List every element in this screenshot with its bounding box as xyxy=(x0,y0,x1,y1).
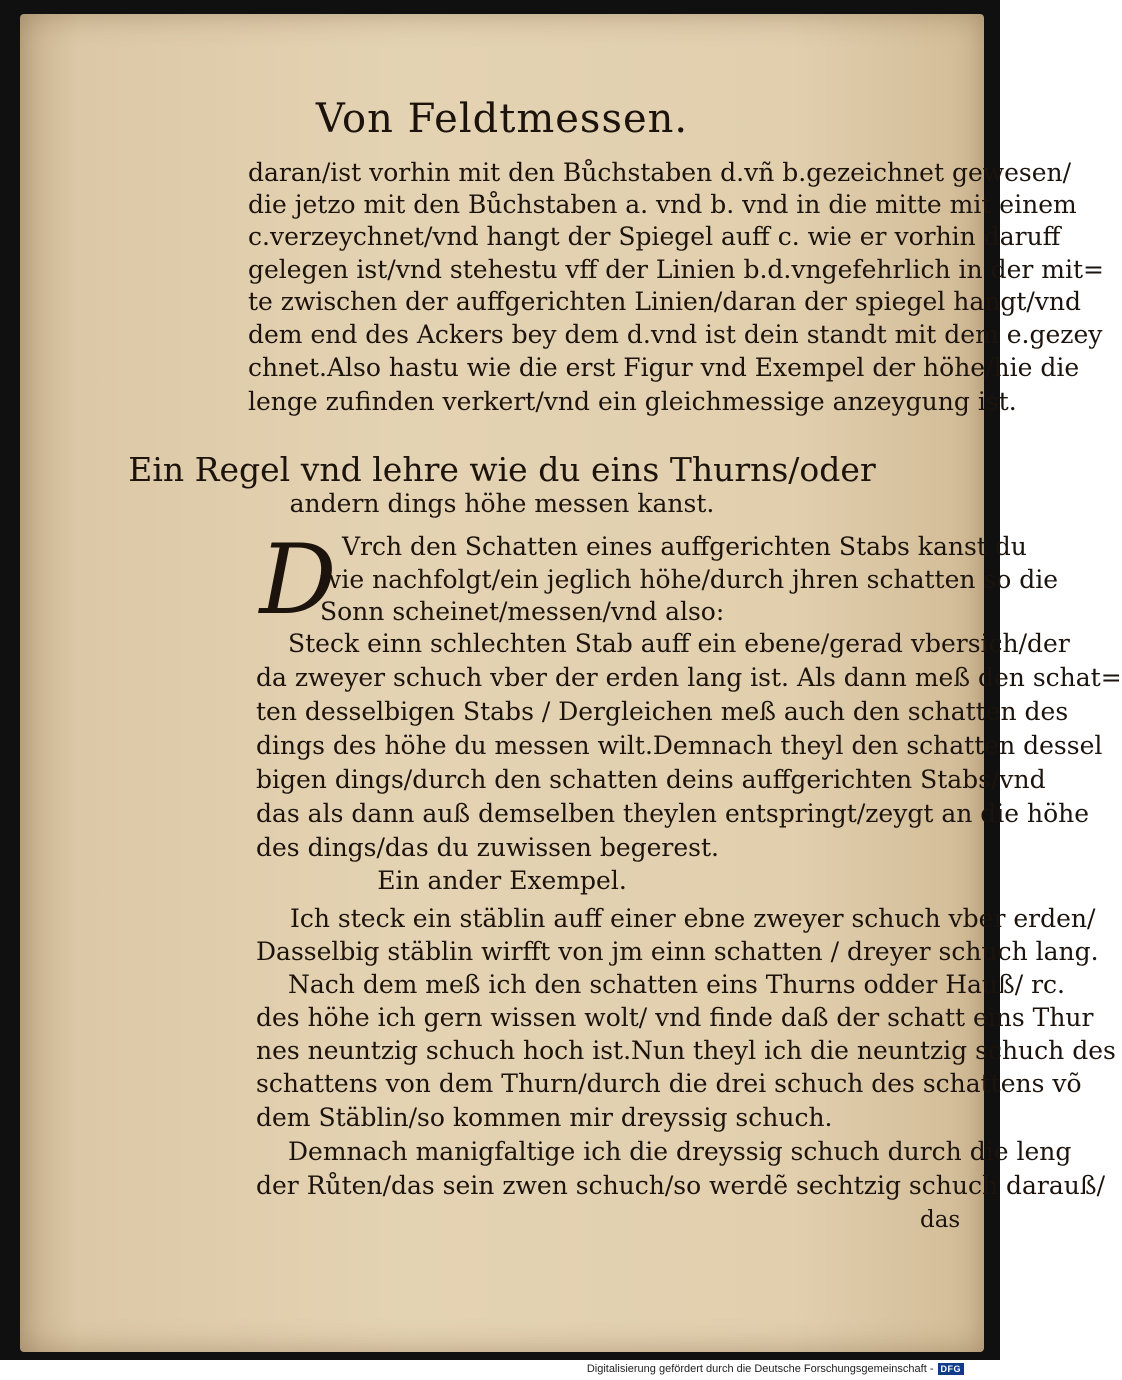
text-line: ten desselbigen Stabs / Dergleichen meß auch den schatten des xyxy=(256,697,1069,726)
digitization-footer xyxy=(587,1363,964,1375)
text-line: der Růten/das sein zwen schuch/so werdẽ sechtzig schuch darauß/ xyxy=(256,1171,1105,1200)
text-line: nes neuntzig schuch hoch ist.Nun theyl ich die neuntzig schuch des xyxy=(256,1036,1116,1065)
text-line: dings des höhe du messen wilt.Demnach theyl den schatten dessel xyxy=(256,731,1103,760)
text-line: wie nachfolgt/ein jeglich höhe/durch jhren schatten so die xyxy=(320,565,1059,594)
text-line: c.verzeychnet/vnd hangt der Spiegel auff c. wie er vorhin daruff xyxy=(248,222,1061,251)
text-line: des höhe ich gern wissen wolt/ vnd finde daß der schatt eins Thur xyxy=(256,1003,1094,1032)
text-line: te zwischen der auffgerichten Linien/daran der spiegel hangt/vnd xyxy=(248,287,1082,316)
text-line: gelegen ist/vnd stehestu vff der Linien b.d.vngefehrlich in der mit= xyxy=(248,255,1104,284)
book-page xyxy=(20,14,1122,1352)
text-line: das als dann auß demselben theylen entspringt/zeygt an die höhe xyxy=(256,799,1090,828)
catchword: das xyxy=(920,1207,961,1233)
page-content xyxy=(20,14,1122,1352)
text-line: da zweyer schuch vber der erden lang ist. Als dann meß den schat= xyxy=(256,663,1122,692)
text-line: dem end des Ackers bey dem d.vnd ist dein standt mit dem e.gezey xyxy=(248,320,1103,349)
text-line: Steck einn schlechten Stab auff ein ebene/gerad vbersich/der xyxy=(288,629,1070,658)
text-line: dem Stäblin/so kommen mir dreyssig schuch. xyxy=(256,1103,833,1132)
subheading: Ein ander Exempel. xyxy=(377,866,627,895)
text-line: bigen dings/durch den schatten deins auffgerichten Stabs/vnd xyxy=(256,765,1046,794)
text-line: die jetzo mit den Bůchstaben a. vnd b. vnd in die mitte mit einem xyxy=(248,190,1077,219)
dfg-logo: DFG xyxy=(938,1363,965,1375)
text-line: Nach dem meß ich den schatten eins Thurns odder Hauß/ rc. xyxy=(288,970,1065,999)
section-heading-line2: andern dings höhe messen kanst. xyxy=(289,489,715,518)
text-line: Dasselbig stäblin wirfft von jm einn schatten / dreyer schuch lang. xyxy=(256,937,1099,966)
drop-cap: D xyxy=(259,524,337,636)
text-line: des dings/das du zuwissen begerest. xyxy=(256,833,720,862)
text-line: Vrch den Schatten eines auffgerichten Stabs kanst du xyxy=(342,532,1027,561)
text-line: Demnach manigfaltige ich die dreyssig schuch durch die leng xyxy=(288,1137,1072,1166)
text-line: chnet.Also hastu wie die erst Figur vnd Exempel der höhe/hie die xyxy=(248,353,1080,382)
text-line: schattens von dem Thurn/durch die drei schuch des schattens võ xyxy=(256,1069,1082,1098)
running-head: Von Feldtmessen. xyxy=(315,96,689,142)
text-line: Sonn scheinet/messen/vnd also: xyxy=(320,597,725,626)
section-heading: Ein Regel vnd lehre wie du eins Thurns/oder xyxy=(128,450,876,489)
footer-text: Digitalisierung gefördert durch die Deutsche Forschungsgemeinschaft - xyxy=(586,1363,934,1375)
text-line: Ich steck ein stäblin auff einer ebne zweyer schuch vber erden/ xyxy=(290,904,1096,933)
text-line: daran/ist vorhin mit den Bůchstaben d.vñ b.gezeichnet gewesen/ xyxy=(248,158,1072,187)
text-line: lenge zufinden verkert/vnd ein gleichmessige anzeygung ist. xyxy=(248,387,1017,416)
